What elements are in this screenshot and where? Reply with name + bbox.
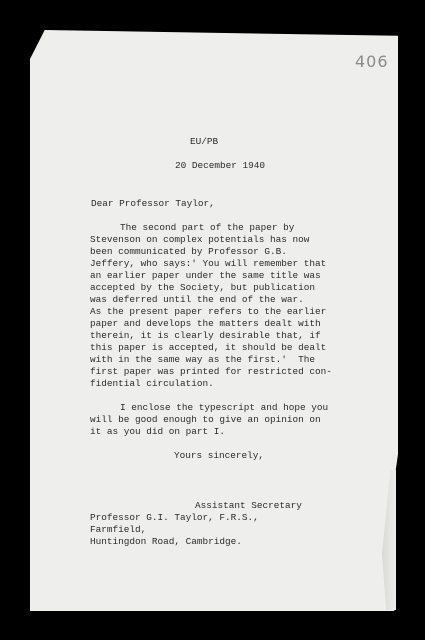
signature-title: Assistant Secretary: [195, 500, 302, 511]
reference: EU/PB: [190, 136, 219, 147]
paragraph1-line: was deferred until the end of the war.: [90, 294, 304, 305]
address-line: Huntingdon Road, Cambridge.: [90, 536, 242, 547]
paragraph1-line: accepted by the Society, but publication: [90, 282, 316, 293]
address-line: Farmfield,: [90, 524, 147, 535]
paragraph1-line: The second part of the paper by: [120, 222, 295, 233]
paragraph1-line: first paper was printed for restricted con-: [90, 366, 332, 377]
archive-number: 406: [355, 52, 389, 71]
paragraph1-line: therein, it is clearly desirable that, if: [90, 330, 321, 341]
paragraph1-line: As the present paper refers to the earlier: [90, 306, 327, 317]
paragraph2-line: I enclose the typescript and hope you: [120, 402, 329, 413]
closing: Yours sincerely,: [174, 450, 265, 461]
paragraph1-line: an earlier paper under the same title was: [90, 270, 321, 281]
salutation: Dear Professor Taylor,: [91, 198, 215, 209]
paragraph2-line: it as you did on part I.: [90, 426, 226, 437]
paragraph2-line: will be good enough to give an opinion on: [90, 414, 321, 425]
paragraph1-line: paper and develops the matters dealt with: [90, 318, 321, 329]
address-line: Professor G.I. Taylor, F.R.S.,: [90, 512, 259, 523]
paragraph1-line: been communicated by Professor G.B.: [90, 246, 287, 257]
paragraph1-line: fidential circulation.: [90, 378, 214, 389]
paragraph1-line: Stevenson on complex potentials has now: [90, 234, 310, 245]
paragraph1-line: Jeffery, who says:' You will remember that: [90, 258, 327, 269]
paragraph1-line: with in the same way as the first.' The: [90, 354, 316, 365]
paragraph1-line: this paper is accepted, it should be dealt: [90, 342, 327, 353]
date: 20 December 1940: [175, 160, 266, 171]
